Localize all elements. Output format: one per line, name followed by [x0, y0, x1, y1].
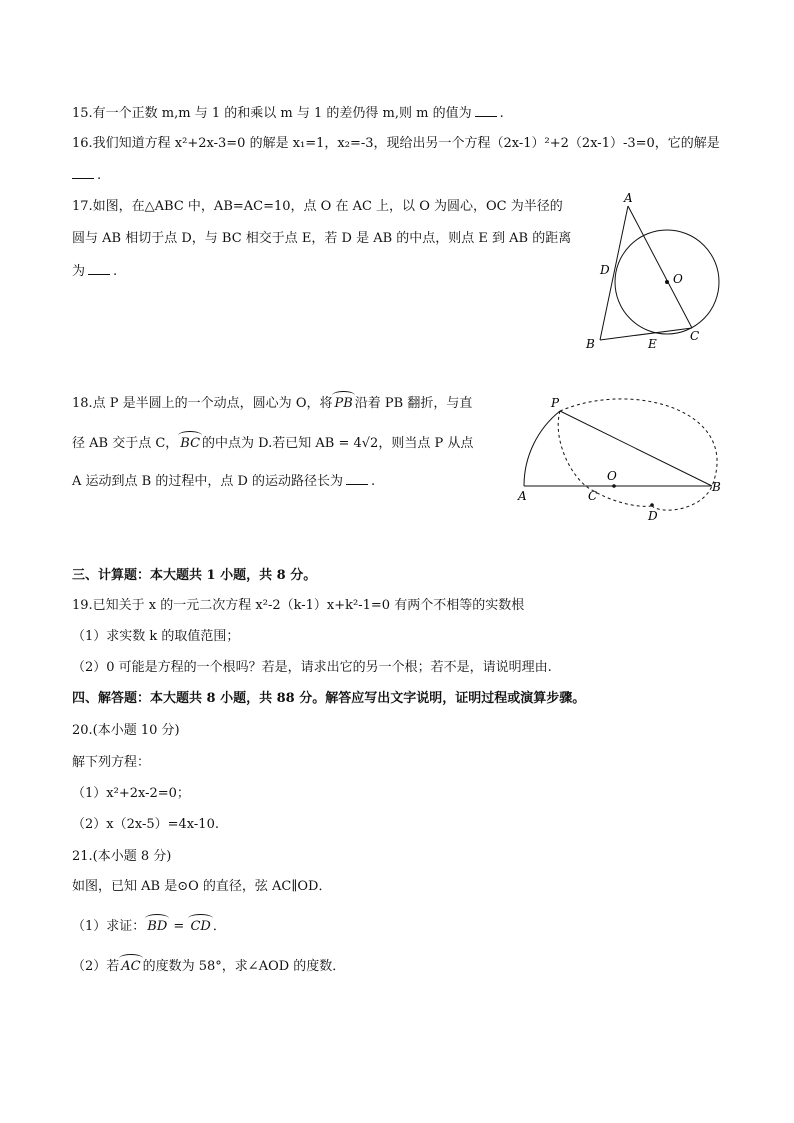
section-4-heading	[72, 690, 585, 708]
question-21-title	[72, 848, 171, 866]
q18-figure	[512, 390, 742, 525]
q18-semicircle-arc	[524, 411, 560, 486]
q19-p1: （1）求实数 k 的取值范围；	[72, 629, 240, 644]
q18-label-d: D	[648, 509, 658, 523]
section-3-heading	[72, 567, 316, 585]
q21-p2b: 的度数为 58°，求∠AOD 的度数．	[142, 959, 346, 974]
question-19-part2	[72, 659, 552, 677]
question-21-part2	[72, 958, 345, 976]
q20-p2: （2）x（2x-5）=4x-10.	[72, 817, 219, 832]
q18-line2b: 的中点为 D.若已知 AB = 4√2，则当点 P 从点	[202, 436, 474, 451]
q17-label-c: C	[690, 329, 700, 343]
q18-line1b: 沿着 PB 翻折，与直	[354, 396, 473, 411]
q15-end: .	[499, 106, 504, 121]
q18-arc-bc: BC	[180, 436, 201, 451]
q20-p1: （1）x²+2x-2=0；	[72, 786, 190, 801]
q21-p2a: （2）若	[72, 959, 120, 974]
answer-blank	[88, 262, 110, 275]
q16-end: .	[97, 168, 102, 183]
q21-stem: 如图，已知 AB 是⊙O 的直径，弦 AC∥OD．	[72, 879, 332, 894]
q17-label-b: B	[586, 337, 595, 351]
q15-text: 15.有一个正数 m,m 与 1 的和乘以 m 与 1 的差仍得 m,则 m 的值为	[72, 106, 472, 121]
q18-line1a: 18.点 P 是半圆上的一个动点，圆心为 O，将	[72, 396, 333, 411]
q19-stem: 19.已知关于 x 的一元二次方程 x²-2（k-1）x+k²-1=0 有两个不相等的实数根	[72, 598, 525, 613]
q17-center-dot	[665, 280, 669, 284]
q17-label-e: E	[648, 337, 657, 351]
q20-title: 20.(本小题 10 分)	[72, 723, 180, 738]
q18-label-b: B	[712, 480, 721, 494]
question-18-line2	[72, 435, 473, 453]
q18-end: .	[371, 474, 376, 489]
question-19	[72, 597, 524, 615]
q17-label-d: D	[600, 263, 610, 277]
section-3-text: 三、计算题：本大题共 1 小题，共 8 分。	[72, 568, 317, 583]
q18-label-a: A	[518, 489, 527, 503]
question-16-cont	[72, 166, 101, 185]
question-20-part2	[72, 816, 219, 834]
question-18-line3	[72, 472, 375, 491]
q20-intro: 解下列方程：	[72, 755, 151, 770]
q18-label-o: O	[607, 469, 617, 483]
question-20-part1	[72, 785, 190, 803]
q17-label-o: O	[673, 272, 683, 286]
answer-blank	[72, 166, 94, 179]
question-21-stem	[72, 878, 331, 896]
q18-arc-pb: PB	[334, 396, 353, 411]
answer-blank	[346, 472, 368, 485]
q18-point-d	[650, 503, 654, 507]
q17-line1: 17.如图，在△ABC 中，AB=AC=10，点 O 在 AC 上，以 O 为圆心，OC 为半径的	[72, 199, 563, 214]
q19-p2: （2）0 可能是方程的一个根吗？若是，请求出它的另一个根；若不是，请说明理由.	[72, 660, 552, 675]
question-19-part1	[72, 628, 239, 646]
question-17-line2	[72, 230, 571, 248]
q17-line3: 为	[72, 264, 86, 279]
q17-label-a: A	[624, 191, 633, 205]
q18-folded-arc	[560, 399, 717, 510]
q18-line2a: 径 AB 交于点 C，	[72, 436, 179, 451]
q18-label-p: P	[551, 396, 560, 410]
q18-line3: A 运动到点 B 的过程中，点 D 的运动路径长为	[72, 474, 344, 489]
question-17-line1	[72, 198, 563, 216]
q16-line1: 16.我们知道方程 x²+2x-3=0 的解是 x₁=1，x₂=-3，现给出另一个方程（2x-1）²+2（2x-1）-3=0，它的解是	[72, 136, 720, 151]
q17-figure	[580, 190, 740, 355]
q18-chord-pb	[560, 411, 712, 486]
question-16	[72, 135, 720, 153]
q21-arc-bd: BD	[147, 919, 168, 934]
q21-p1-end: ．	[212, 919, 226, 934]
q18-label-c: C	[588, 489, 598, 503]
question-20-intro	[72, 754, 150, 772]
question-20-title	[72, 722, 180, 740]
answer-blank	[475, 104, 497, 117]
question-21-part1	[72, 918, 226, 936]
q21-p1-eq: =	[169, 919, 189, 934]
q21-p1a: （1）求证：	[72, 919, 146, 934]
q17-side-ac	[628, 206, 692, 328]
q17-line2: 圆与 AB 相切于点 D，与 BC 相交于点 E，若 D 是 AB 的中点，则点 E 到 AB 的距离	[72, 231, 572, 246]
q17-end: .	[113, 264, 118, 279]
question-18-line1	[72, 395, 472, 413]
q18-folded-arc-lower	[558, 411, 652, 506]
section-4-text: 四、解答题：本大题共 8 小题，共 88 分。解答应写出文字说明，证明过程或演算步骤。	[72, 691, 586, 706]
question-15	[72, 104, 504, 123]
q21-title: 21.(本小题 8 分)	[72, 849, 172, 864]
q21-arc-ac: AC	[121, 959, 141, 974]
q21-arc-cd: CD	[190, 919, 211, 934]
question-17-line3	[72, 262, 117, 281]
q18-center-dot	[612, 484, 616, 488]
